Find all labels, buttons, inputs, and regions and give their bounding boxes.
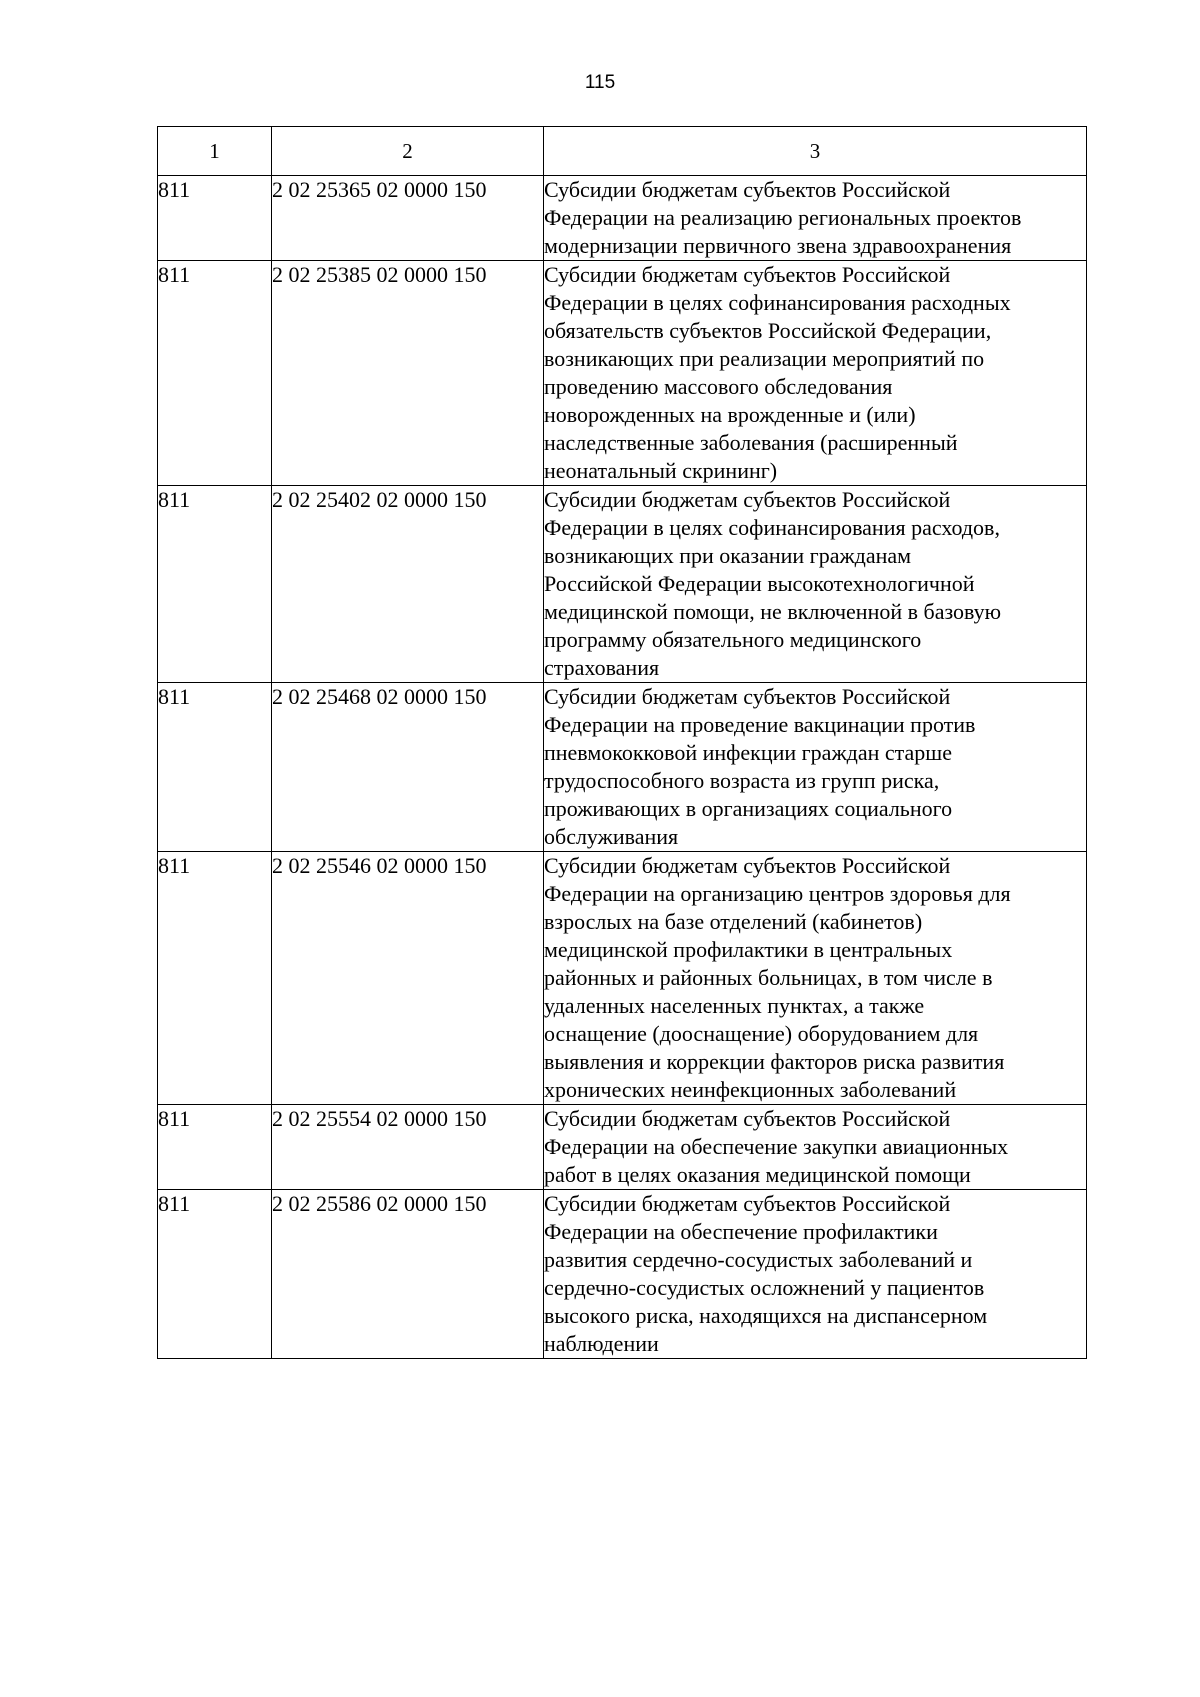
description-line: Субсидии бюджетам субъектов Российской bbox=[544, 853, 951, 878]
description-line: проживающих в организациях социального bbox=[544, 796, 953, 821]
description-line: Субсидии бюджетам субъектов Российской bbox=[544, 262, 951, 287]
budget-code-cell: 2 02 25365 02 0000 150 bbox=[272, 176, 544, 261]
description-line: Федерации на обеспечение профилактики bbox=[544, 1219, 938, 1244]
description-line: Российской Федерации высокотехнологичной bbox=[544, 571, 975, 596]
table-row bbox=[158, 1190, 1087, 1359]
budget-code-cell: 2 02 25586 02 0000 150 bbox=[272, 1190, 544, 1359]
description-line: взрослых на базе отделений (кабинетов) bbox=[544, 909, 923, 934]
table-row bbox=[158, 852, 1087, 1105]
description-line: обязательств субъектов Российской Федерации, bbox=[544, 318, 992, 343]
column-header-2: 2 bbox=[272, 127, 544, 176]
description-line: Федерации в целях софинансирования расходов, bbox=[544, 515, 1000, 540]
description-line: Субсидии бюджетам субъектов Российской bbox=[544, 684, 951, 709]
description-cell bbox=[544, 1105, 1087, 1190]
description-line: Федерации на реализацию региональных проектов bbox=[544, 205, 1022, 230]
description-line: Федерации на обеспечение закупки авиационных bbox=[544, 1134, 1009, 1159]
description-line: Федерации на организацию центров здоровья для bbox=[544, 881, 1011, 906]
admin-code-cell: 811 bbox=[158, 176, 272, 261]
table-row bbox=[158, 176, 1087, 261]
description-cell bbox=[544, 261, 1087, 486]
description-line: медицинской профилактики в центральных bbox=[544, 937, 953, 962]
description-line: удаленных населенных пунктах, а также bbox=[544, 993, 925, 1018]
description-line: возникающих при оказании гражданам bbox=[544, 543, 912, 568]
budget-code-cell: 2 02 25385 02 0000 150 bbox=[272, 261, 544, 486]
description-line: Субсидии бюджетам субъектов Российской bbox=[544, 487, 951, 512]
description-line: программу обязательного медицинского bbox=[544, 627, 922, 652]
description-line: Федерации на проведение вакцинации против bbox=[544, 712, 976, 737]
description-line: наследственные заболевания (расширенный bbox=[544, 430, 958, 455]
description-cell bbox=[544, 486, 1087, 683]
description-line: Субсидии бюджетам субъектов Российской bbox=[544, 1106, 951, 1131]
description-line: обслуживания bbox=[544, 824, 679, 849]
budget-code-cell: 2 02 25402 02 0000 150 bbox=[272, 486, 544, 683]
description-cell bbox=[544, 852, 1087, 1105]
budget-code-cell: 2 02 25554 02 0000 150 bbox=[272, 1105, 544, 1190]
description-line: страхования bbox=[544, 655, 660, 680]
table-row bbox=[158, 1105, 1087, 1190]
table-row bbox=[158, 486, 1087, 683]
description-cell bbox=[544, 683, 1087, 852]
description-line: сердечно-сосудистых осложнений у пациентов bbox=[544, 1275, 985, 1300]
description-line: Субсидии бюджетам субъектов Российской bbox=[544, 1191, 951, 1216]
description-line: выявления и коррекции факторов риска развития bbox=[544, 1049, 1005, 1074]
description-line: районных и районных больницах, в том числе в bbox=[544, 965, 993, 990]
budget-code-cell: 2 02 25468 02 0000 150 bbox=[272, 683, 544, 852]
description-cell bbox=[544, 176, 1087, 261]
budget-code-cell: 2 02 25546 02 0000 150 bbox=[272, 852, 544, 1105]
table-row bbox=[158, 261, 1087, 486]
description-line: проведению массового обследования bbox=[544, 374, 893, 399]
admin-code-cell: 811 bbox=[158, 261, 272, 486]
description-line: работ в целях оказания медицинской помощи bbox=[544, 1162, 971, 1187]
admin-code-cell: 811 bbox=[158, 852, 272, 1105]
description-line: неонатальный скрининг) bbox=[544, 458, 778, 483]
description-line: возникающих при реализации мероприятий по bbox=[544, 346, 985, 371]
admin-code-cell: 811 bbox=[158, 1105, 272, 1190]
description-cell bbox=[544, 1190, 1087, 1359]
budget-codes-table bbox=[157, 126, 1087, 1359]
admin-code-cell: 811 bbox=[158, 1190, 272, 1359]
description-line: развития сердечно-сосудистых заболеваний и bbox=[544, 1247, 973, 1272]
table-body bbox=[158, 176, 1087, 1359]
description-line: оснащение (дооснащение) оборудованием для bbox=[544, 1021, 979, 1046]
description-line: наблюдении bbox=[544, 1331, 659, 1356]
description-line: высокого риска, находящихся на диспансерном bbox=[544, 1303, 988, 1328]
table-header-row bbox=[158, 127, 1087, 176]
admin-code-cell: 811 bbox=[158, 486, 272, 683]
description-line: пневмококковой инфекции граждан старше bbox=[544, 740, 952, 765]
description-line: модернизации первичного звена здравоохранения bbox=[544, 233, 1012, 258]
description-line: новорожденных на врожденные и (или) bbox=[544, 402, 916, 427]
admin-code-cell: 811 bbox=[158, 683, 272, 852]
page-number: 115 bbox=[584, 72, 616, 93]
description-line: Федерации в целях софинансирования расходных bbox=[544, 290, 1011, 315]
description-line: Субсидии бюджетам субъектов Российской bbox=[544, 177, 951, 202]
description-line: трудоспособного возраста из групп риска, bbox=[544, 768, 940, 793]
table-row bbox=[158, 683, 1087, 852]
description-line: хронических неинфекционных заболеваний bbox=[544, 1077, 957, 1102]
column-header-1: 1 bbox=[158, 127, 272, 176]
column-header-3: 3 bbox=[544, 127, 1087, 176]
description-line: медицинской помощи, не включенной в базовую bbox=[544, 599, 1002, 624]
